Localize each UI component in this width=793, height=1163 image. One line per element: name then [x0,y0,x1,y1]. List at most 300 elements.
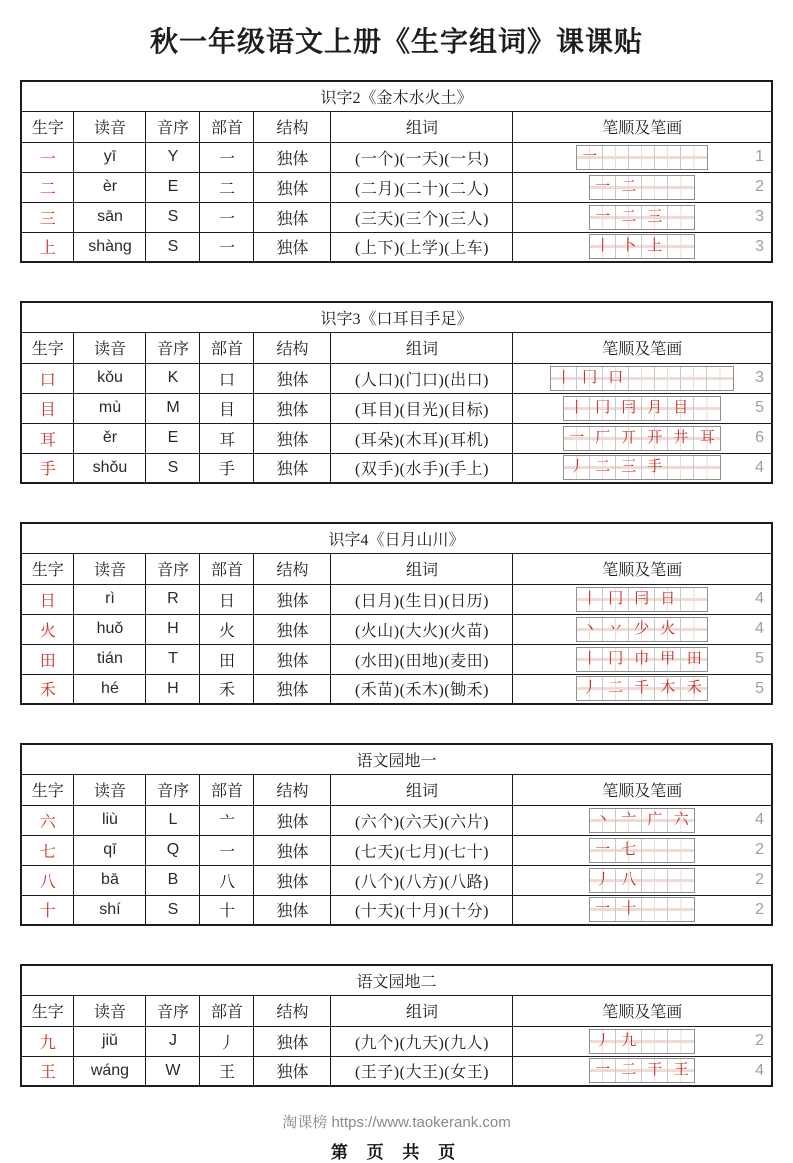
structure-cell: 独体 [254,865,331,895]
stroke-count: 5 [755,399,764,416]
worksheet-table [20,522,773,705]
stroke-grid [589,1029,695,1054]
stroke-count: 2 [755,1032,765,1049]
structure-cell: 独体 [254,172,331,202]
column-header: 结构 [254,553,331,584]
radical-cell: 田 [200,644,254,674]
stroke-grid-cell [590,898,616,921]
stroke-grid-cell [564,397,590,420]
column-header: 部首 [200,774,254,805]
pinyin-cell: bā [74,865,146,895]
stroke-grid-cell [616,839,642,862]
stroke-step: 一 [595,901,611,918]
words-cell: (十天)(十月)(十分) [331,895,513,925]
stroke-step: 耳 [699,429,715,446]
stroke-grid-cell [642,235,668,258]
stroke-step: 上 [647,238,663,255]
stroke-grid-cell-empty [707,367,733,390]
stroke-order-cell [513,363,772,393]
stroke-step: 二 [595,459,611,476]
stroke-grid-cell [577,648,603,671]
stroke-order-cell [513,1056,772,1086]
pinyin-cell: èr [74,172,146,202]
char-cell: 目 [21,393,74,423]
stroke-step: 丿 [595,871,611,888]
stroke-grid-cell [564,456,590,479]
stroke-grid-cell [590,206,616,229]
stroke-order-cell [513,644,772,674]
pinyin-cell: wáng [74,1056,146,1086]
character-row [21,835,772,865]
stroke-grid-cell-empty [642,176,668,199]
char-cell: 六 [21,805,74,835]
column-header: 部首 [200,111,254,142]
stroke-grid-cell-empty [681,146,707,169]
column-header: 笔顺及笔画 [513,111,772,142]
stroke-step: 亠 [621,811,637,828]
radical-cell: 十 [200,895,254,925]
column-header: 笔顺及笔画 [513,332,772,363]
stroke-grid [589,1058,695,1083]
stroke-grid-cell [616,235,642,258]
pinyin-cell: liù [74,805,146,835]
stroke-grid-cell [616,809,642,832]
stroke-grid [563,396,721,421]
stroke-grid-cell-empty [681,367,707,390]
stroke-step: 卜 [621,238,637,255]
stroke-grid-cell [668,427,694,450]
stroke-grid-cell-empty [668,839,694,862]
stroke-order-cell [513,172,772,202]
stroke-step: 火 [660,620,676,637]
stroke-grid-cell [642,206,668,229]
words-cell: (人口)(门口)(出口) [331,363,513,393]
words-cell: (水田)(田地)(麦田) [331,644,513,674]
character-row [21,895,772,925]
words-cell: (上下)(上学)(上车) [331,232,513,262]
stroke-grid-cell [694,427,720,450]
stroke-step: 口 [608,369,624,386]
words-cell: (王子)(大王)(女王) [331,1056,513,1086]
pinyin-cell: kǒu [74,363,146,393]
structure-cell: 独体 [254,895,331,925]
pinyin-cell: tián [74,644,146,674]
pinyin-cell: qī [74,835,146,865]
stroke-grid-cell [629,677,655,700]
stroke-grid [576,145,708,170]
column-header: 部首 [200,332,254,363]
radical-cell: 目 [200,393,254,423]
char-cell: 三 [21,202,74,232]
stroke-grid [576,647,708,672]
stroke-step: 冂 [608,650,624,667]
stroke-grid-cell-empty [694,397,720,420]
character-row [21,584,772,614]
structure-cell: 独体 [254,835,331,865]
stroke-step: 干 [647,1062,663,1079]
char-cell: 上 [21,232,74,262]
stroke-grid-cell-empty [655,367,681,390]
column-header: 组词 [331,332,513,363]
stroke-step: 冂 [608,590,624,607]
stroke-order-cell [513,142,772,172]
initial-cell: S [146,895,200,925]
pinyin-cell: rì [74,584,146,614]
stroke-grid [589,838,695,863]
column-header: 笔顺及笔画 [513,995,772,1026]
column-header: 读音 [74,111,146,142]
stroke-step: 三 [647,208,663,225]
stroke-step: 一 [582,148,598,165]
stroke-step: 丿 [569,459,585,476]
words-cell: (八个)(八方)(八路) [331,865,513,895]
structure-cell: 独体 [254,393,331,423]
initial-cell: E [146,172,200,202]
stroke-grid-cell-empty [668,1030,694,1053]
pinyin-cell: ěr [74,423,146,453]
char-cell: 日 [21,584,74,614]
radical-cell: 二 [200,172,254,202]
stroke-count: 4 [755,811,765,828]
stroke-grid-cell [590,456,616,479]
stroke-step: 二 [621,1062,637,1079]
stroke-step: 丨 [595,238,611,255]
stroke-step: 一 [569,429,585,446]
stroke-grid-cell [616,397,642,420]
radical-cell: 手 [200,453,254,483]
column-header: 读音 [74,553,146,584]
pinyin-cell: shàng [74,232,146,262]
stroke-count: 3 [755,369,764,386]
words-cell: (双手)(水手)(手上) [331,453,513,483]
stroke-step: 丶 [595,811,611,828]
stroke-grid-cell-empty [655,146,681,169]
stroke-grid-cell-empty [681,588,707,611]
stroke-step: 禾 [686,680,702,697]
stroke-step: 三 [621,459,637,476]
stroke-grid-cell [629,648,655,671]
stroke-grid-cell [668,397,694,420]
stroke-step: 丌 [621,429,637,446]
stroke-step: 十 [621,901,637,918]
stroke-grid [563,426,721,451]
structure-cell: 独体 [254,584,331,614]
stroke-grid-cell [616,869,642,892]
stroke-step: 田 [686,650,702,667]
stroke-step: 丿 [582,680,598,697]
stroke-step: 井 [673,429,689,446]
stroke-grid [589,205,695,230]
radical-cell: 口 [200,363,254,393]
stroke-grid-cell [668,1059,694,1082]
structure-cell: 独体 [254,805,331,835]
stroke-grid-cell [655,618,681,641]
column-header: 笔顺及笔画 [513,774,772,805]
pinyin-cell: yī [74,142,146,172]
stroke-grid-cell-empty [668,235,694,258]
char-cell: 禾 [21,674,74,704]
stroke-order-cell [513,453,772,483]
pinyin-cell: huǒ [74,614,146,644]
stroke-grid-cell [603,367,629,390]
footer-site-url: 淘课榜 https://www.taokerank.com [282,1114,511,1131]
stroke-grid-cell [616,1059,642,1082]
stroke-count: 3 [755,237,764,255]
initial-cell: Y [146,142,200,172]
stroke-grid [550,366,734,391]
column-header: 组词 [331,995,513,1026]
stroke-count: 3 [755,208,764,225]
initial-cell: H [146,674,200,704]
stroke-grid-cell [603,677,629,700]
char-cell: 二 [21,172,74,202]
stroke-grid-cell-empty [629,367,655,390]
column-header: 部首 [200,995,254,1026]
stroke-grid-cell [642,427,668,450]
column-header: 结构 [254,111,331,142]
character-row [21,393,772,423]
stroke-step: 丷 [608,620,624,637]
words-cell: (禾苗)(禾木)(锄禾) [331,674,513,704]
initial-cell: S [146,453,200,483]
stroke-count: 2 [755,841,765,858]
stroke-step: 二 [621,178,637,195]
initial-cell: S [146,232,200,262]
initial-cell: W [146,1056,200,1086]
pinyin-cell: hé [74,674,146,704]
stroke-order-cell [513,202,772,232]
section-title: 语文园地二 [21,965,772,995]
initial-cell: T [146,644,200,674]
radical-cell: 日 [200,584,254,614]
column-header: 生字 [21,553,74,584]
stroke-step: 广 [647,811,663,828]
stroke-step: 一 [595,841,611,858]
char-cell: 耳 [21,423,74,453]
stroke-grid-cell [642,397,668,420]
stroke-step: 八 [621,871,637,888]
stroke-count: 2 [755,900,765,918]
stroke-order-cell [513,674,772,704]
structure-cell: 独体 [254,423,331,453]
pinyin-cell: shǒu [74,453,146,483]
stroke-step: 目 [673,399,689,416]
stroke-grid-cell-empty [668,206,694,229]
column-header: 组词 [331,553,513,584]
stroke-order-cell [513,835,772,865]
structure-cell: 独体 [254,1056,331,1086]
page-title: 秋一年级语文上册《生字组词》课课贴 [149,26,643,57]
stroke-grid-cell [590,1059,616,1082]
radical-cell: 八 [200,865,254,895]
stroke-step: 六 [673,811,689,828]
tables-area [0,80,793,1087]
stroke-step: 冃 [621,399,637,416]
pinyin-cell: jiǔ [74,1026,146,1056]
stroke-grid-cell [590,809,616,832]
stroke-grid-cell-empty [642,869,668,892]
stroke-count: 4 [755,620,765,637]
radical-cell: 一 [200,232,254,262]
initial-cell: K [146,363,200,393]
column-header: 音序 [146,553,200,584]
section-title: 识字2《金木水火土》 [21,81,772,111]
stroke-grid-cell [577,146,603,169]
char-cell: 九 [21,1026,74,1056]
column-header: 音序 [146,995,200,1026]
stroke-grid-cell [616,176,642,199]
character-row [21,202,772,232]
character-row [21,674,772,704]
column-header: 生字 [21,111,74,142]
stroke-grid-cell-empty [629,146,655,169]
initial-cell: M [146,393,200,423]
stroke-step: 丨 [556,369,572,386]
stroke-grid-cell [681,677,707,700]
column-header: 音序 [146,332,200,363]
stroke-order-cell [513,614,772,644]
character-row [21,363,772,393]
words-cell: (二月)(二十)(二人) [331,172,513,202]
radical-cell: 一 [200,202,254,232]
stroke-count: 6 [755,429,764,446]
stroke-order-cell [513,423,772,453]
stroke-grid [589,234,695,259]
character-row [21,1026,772,1056]
section-title: 语文园地一 [21,744,772,774]
stroke-count: 4 [755,1061,765,1079]
stroke-grid [576,587,708,612]
stroke-grid-cell [590,397,616,420]
stroke-grid-cell [590,869,616,892]
stroke-step: 一 [595,1062,611,1079]
stroke-order-cell [513,1026,772,1056]
stroke-count: 5 [755,679,765,697]
stroke-step: 丿 [595,1032,611,1049]
stroke-grid [589,897,695,922]
stroke-grid-cell [603,648,629,671]
stroke-grid-cell [616,427,642,450]
stroke-step: 手 [647,459,663,476]
stroke-step: 七 [621,841,637,858]
column-header: 笔顺及笔画 [513,553,772,584]
stroke-grid-cell [590,1030,616,1053]
stroke-grid [576,676,708,701]
stroke-count: 2 [755,178,764,195]
stroke-grid-cell [564,427,590,450]
stroke-order-cell [513,393,772,423]
stroke-step: 少 [634,620,650,637]
stroke-grid-cell [590,176,616,199]
pinyin-cell: shí [74,895,146,925]
char-cell: 田 [21,644,74,674]
initial-cell: H [146,614,200,644]
stroke-step: 丨 [582,590,598,607]
column-header: 结构 [254,332,331,363]
stroke-order-cell [513,865,772,895]
words-cell: (九个)(九天)(九人) [331,1026,513,1056]
stroke-step: 日 [660,590,676,607]
column-header: 结构 [254,995,331,1026]
stroke-step: 冃 [634,590,650,607]
stroke-step: 一 [595,178,611,195]
stroke-grid-cell-empty [681,618,707,641]
character-row [21,865,772,895]
words-cell: (火山)(大火)(火苗) [331,614,513,644]
stroke-grid-cell [577,677,603,700]
stroke-order-cell [513,895,772,925]
stroke-grid-cell [590,839,616,862]
char-cell: 手 [21,453,74,483]
character-row [21,172,772,202]
char-cell: 王 [21,1056,74,1086]
stroke-step: 开 [647,429,663,446]
stroke-grid-cell [590,427,616,450]
stroke-grid-cell-empty [668,176,694,199]
worksheet-table [20,301,773,484]
stroke-step: 巾 [634,650,650,667]
stroke-step: 二 [608,680,624,697]
radical-cell: 禾 [200,674,254,704]
stroke-step: 甲 [660,650,676,667]
words-cell: (六个)(六天)(六片) [331,805,513,835]
radical-cell: 亠 [200,805,254,835]
stroke-grid-cell [668,809,694,832]
column-header: 读音 [74,332,146,363]
words-cell: (一个)(一天)(一只) [331,142,513,172]
stroke-grid-cell [642,456,668,479]
stroke-step: 二 [621,208,637,225]
structure-cell: 独体 [254,674,331,704]
pinyin-cell: mù [74,393,146,423]
column-header: 组词 [331,774,513,805]
stroke-grid-cell [642,1059,668,1082]
column-header: 生字 [21,774,74,805]
structure-cell: 独体 [254,202,331,232]
stroke-step: 冂 [582,369,598,386]
character-row [21,232,772,262]
stroke-step: 丨 [569,399,585,416]
footer-page-number: 第 页 共 页 [330,1143,463,1162]
stroke-grid-cell [590,235,616,258]
stroke-grid-cell [603,618,629,641]
stroke-grid-cell [577,367,603,390]
radical-cell: 丿 [200,1026,254,1056]
radical-cell: 耳 [200,423,254,453]
stroke-step: 九 [621,1032,637,1049]
structure-cell: 独体 [254,644,331,674]
stroke-count: 4 [755,458,764,476]
stroke-grid-cell-empty [694,456,720,479]
column-header: 音序 [146,111,200,142]
column-header: 生字 [21,995,74,1026]
words-cell: (七天)(七月)(七十) [331,835,513,865]
char-cell: 火 [21,614,74,644]
column-header: 组词 [331,111,513,142]
stroke-order-cell [513,232,772,262]
char-cell: 七 [21,835,74,865]
character-row [21,423,772,453]
stroke-grid-cell-empty [603,146,629,169]
stroke-grid-cell [616,898,642,921]
stroke-grid [589,868,695,893]
stroke-count: 1 [755,148,764,165]
stroke-grid-cell-empty [668,898,694,921]
character-row [21,142,772,172]
initial-cell: R [146,584,200,614]
stroke-grid-cell [655,588,681,611]
char-cell: 口 [21,363,74,393]
